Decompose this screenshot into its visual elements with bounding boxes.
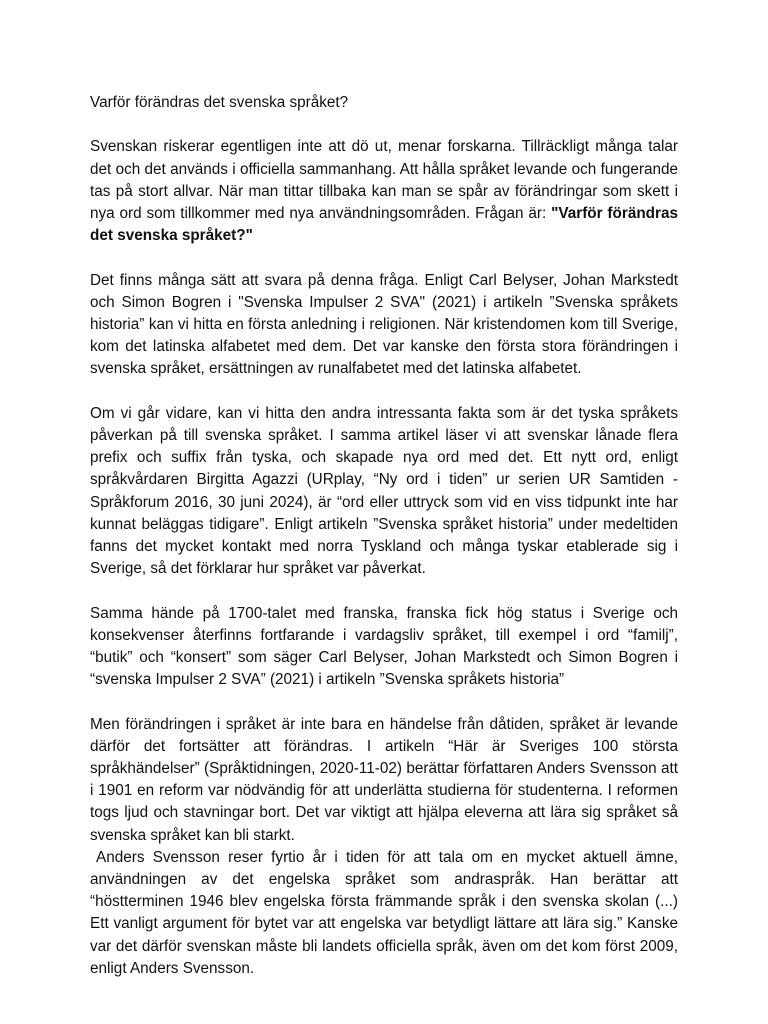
paragraph-english-influence: Anders Svensson reser fyrtio år i tiden för att tala om en mycket aktuell ämne, användningen av det engelska språket som andraspråk. Han berättar att “höstterminen 1946 blev engelska första främmande språk i den svenska skolan (...) Ett vanligt argument för bytet var att engelska var betydligt lättare att lära sig.” Kanske var det därför svenskan måste bli landets officiella språk, även om det kom först 2009, enligt Anders Svensson. [90, 848, 678, 977]
paragraph-reform-1901: Men förändringen i språket är inte bara en händelse från dåtiden, språket är levande därför det fortsätter att förändras. I artikeln “Här är Sveriges 100 största språkhändelser” (Språktidningen, 2020-11-02) berättar författaren Anders Svensson att i 1901 en reform var nödvändig för att underlätta studierna för studenterna. I reformen togs ljud och stavningar bort. Det var viktigt att hjälpa eleverna att lära sig språket så svenska språket kan bli starkt. [90, 715, 678, 844]
paragraph-french-influence: Samma hände på 1700-talet med franska, franska fick hög status i Sverige och konsekvenser återfinns fortfarande i vardagsliv språket, till exempel i ord “familj”, “butik” och “konsert” som säger Carl Belyser, Johan Markstedt och Simon Bogren i “svenska Impulser 2 SVA” (2021) i artikeln ”Svenska språkets historia” [90, 604, 678, 689]
paragraph-intro-text: Svenskan riskerar egentligen inte att dö ut, menar forskarna. Tillräckligt många talar det och det används i officiella sammanhang. Att hålla språket levande och fungerande tas på stort allvar. När man tittar tillbaka kan man se spår av förändringar som skett i nya ord som tillkommer med nya användningsområden. Frågan är: [90, 138, 678, 222]
research-question: "Varför förändras det svenska språket?" [90, 205, 678, 245]
document-title: Varför förändras det svenska språket? [90, 94, 349, 111]
document-page [90, 92, 678, 980]
paragraph-gap [90, 580, 678, 602]
paragraph-gap [90, 247, 678, 269]
paragraph-gap [90, 691, 678, 713]
paragraph-intro [90, 136, 678, 247]
paragraph-religion: Det finns många sätt att svara på denna fråga. Enligt Carl Belyser, Johan Markstedt och Simon Bogren i "Svenska Impulser 2 SVA" (2021) i artikeln ”Svenska språkets historia” kan vi hitta en första anledning i religionen. När kristendomen kom till Sverige, kom det latinska alfabetet med dem. Det var kanske den första stora förändringen i svenska språket, ersättningen av runalfabetet med det latinska alfabetet. [90, 271, 678, 378]
paragraph-german-influence: Om vi går vidare, kan vi hitta den andra intressanta fakta som är det tyska språkets påverkan på till svenska språket. I samma artikel läser vi att svenskar lånade flera prefix och suffix från tyska, och skapade nya ord med det. Ett nytt ord, enligt språkvårdaren Birgitta Agazzi (URplay, “Ny ord i tiden” ur serien UR Samtiden - Språkforum 2016, 30 juni 2024), är “ord eller uttryck som vid en viss tidpunkt inte har kunnat beläggas tidigare”. Enligt artikeln ”Svenska språket historia” under medeltiden fanns det mycket kontakt med norra Tyskland och många tyskar etablerade sig i Sverige, så det förklarar hur språket var påverkat. [90, 404, 678, 578]
paragraph-gap [90, 381, 678, 403]
paragraph-gap [90, 114, 678, 136]
